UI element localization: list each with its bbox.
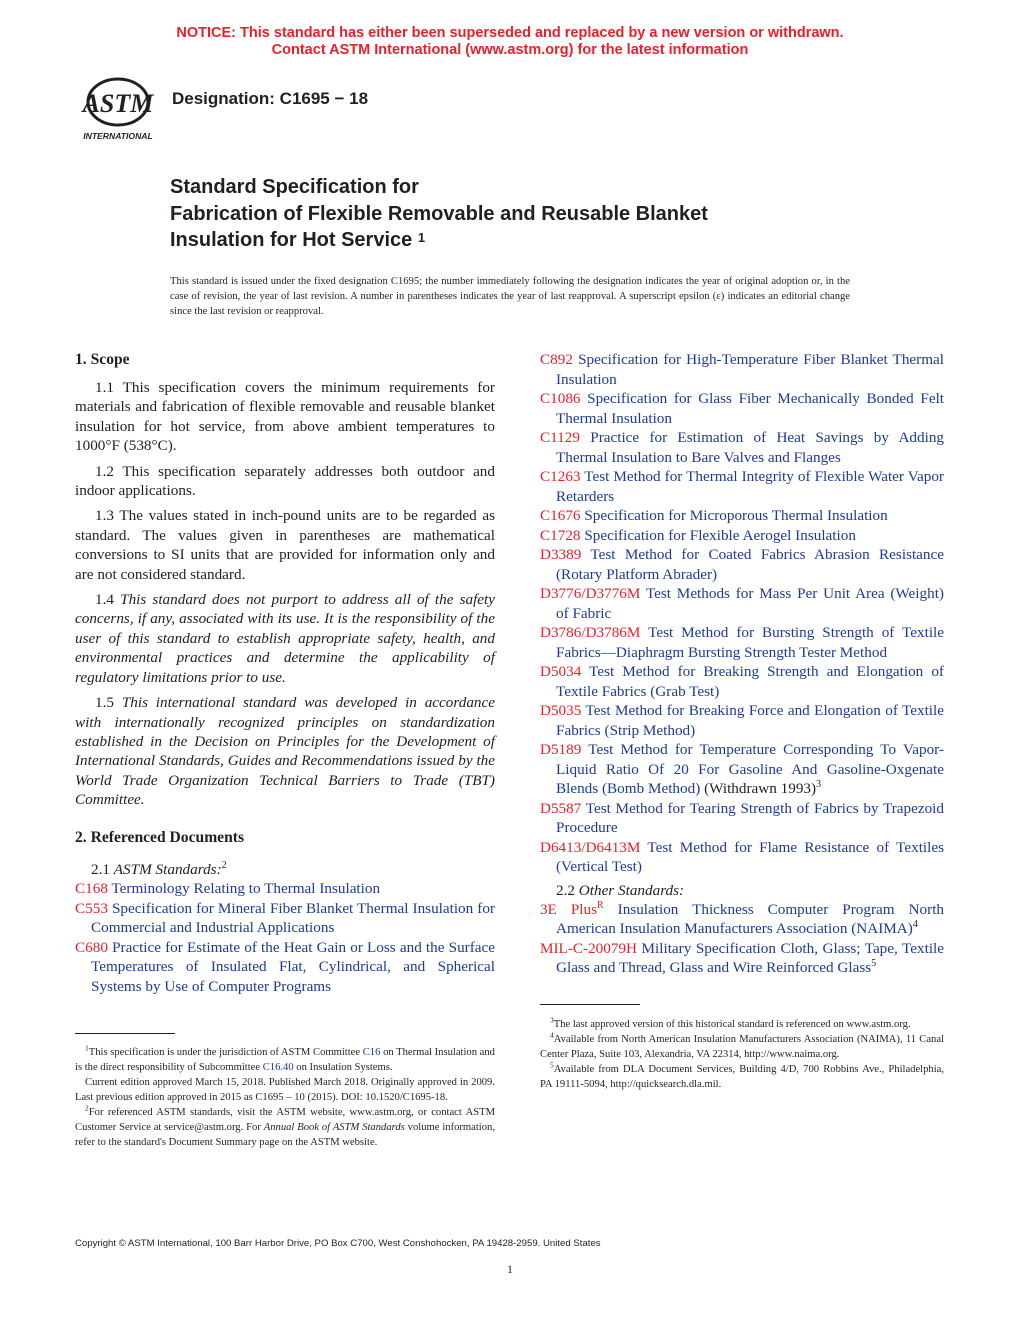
scope-1-1: 1.1 This specification covers the minimum requirements for materials and fabrication of flexible removable and reusable blanket insulation for hot service, from above ambient temperatures to 1000°F (538°C).	[75, 379, 495, 455]
document-title	[170, 174, 708, 254]
footnote-3: $^3$The last approved version of this historical standard is referenced on www.astm.org.	[550, 1015, 911, 1030]
reference-title-link[interactable]: Test Method for Temperature Corresponding To Vapor-Liquid Ratio Of 20 For Gasoline And Gasoline-Oxgenate Blends (Bomb Method)	[556, 741, 944, 797]
scope-1-2: 1.2 This specification separately addresses both outdoor and indoor applications.	[75, 462, 495, 500]
footnote-4: $^4$Available from North American Insulation Manufacturers Association (NAIMA), 11 Canal Center Plaza, Suite 103, Alexandria, VA 22314, http://www.naima.org.	[540, 1030, 944, 1060]
reference-title-link[interactable]: Test Methods for Mass Per Unit Area (Weight) of Fabric	[556, 585, 944, 622]
reference-code-link[interactable]: C1263	[540, 468, 581, 485]
reference-code-link[interactable]: C1129	[540, 429, 580, 446]
title-footnote-marker: 1	[417, 230, 426, 245]
page-number: 1	[507, 1262, 513, 1276]
reference-title-link[interactable]: Test Method for Thermal Integrity of Flexible Water Vapor Retarders	[556, 468, 944, 505]
reference-code-link[interactable]: D5035	[540, 702, 582, 719]
reference-title-link[interactable]: Terminology Relating to Thermal Insulation	[111, 880, 381, 897]
reference-title-link[interactable]: Practice for Estimate of the Heat Gain or Loss and the Surface Temperatures of Insulated Flat, Cylindrical, and Spherical Systems by Use of Computer Programs	[91, 938, 496, 995]
reference-footnote-marker: 3	[816, 778, 822, 790]
reference-title-link[interactable]: Specification for Glass Fiber Mechanically Bonded Felt Thermal Insulation	[556, 390, 945, 427]
reference-code-link[interactable]: D3786/D3786M	[540, 624, 641, 641]
astm-reference-list-continued	[540, 350, 944, 877]
footnote-1-edition: Current edition approved March 15, 2018. Published March 2018. Originally approved in 2009. Last previous edition approved in 2015 as C1695 – 10 (2015). DOI: 10.1520/C1695-18.	[75, 1077, 495, 1103]
reference-code-link[interactable]: D3776/D3776M	[540, 585, 641, 602]
reference-title-link[interactable]: Practice for Estimation of Heat Savings by Adding Thermal Insulation to Bare Valves and Flanges	[556, 429, 945, 466]
reference-code-link[interactable]: C553	[75, 899, 108, 917]
reference-title-link[interactable]: Test Method for Flame Resistance of Textiles (Vertical Test)	[556, 838, 944, 875]
reference-title-link[interactable]: Military Specification Cloth, Glass; Tape, Textile Glass and Thread, Glass and Wire Reinforced Glass	[556, 939, 944, 977]
notice-line-1: NOTICE: This standard has either been superseded and replaced by a new version or withdrawn.	[176, 25, 844, 41]
reference-item	[540, 939, 944, 978]
reference-note: (Withdrawn 1993)	[704, 780, 817, 797]
reference-code-link[interactable]: 3E Plus	[540, 900, 597, 918]
designation: Designation: C1695 − 18	[172, 89, 369, 108]
refdocs-heading: 2. Referenced Documents	[75, 828, 245, 846]
subcommittee-link[interactable]: C16.40	[262, 1062, 294, 1073]
reference-title-link[interactable]: Specification for Microporous Thermal Insulation	[584, 507, 888, 524]
reference-item	[540, 350, 944, 389]
reference-code-superscript: R	[597, 899, 604, 911]
reference-code-link[interactable]: C892	[540, 351, 573, 368]
reference-title-link[interactable]: Specification for High-Temperature Fiber Blanket Thermal Insulation	[556, 351, 945, 388]
reference-code-link[interactable]: C680	[75, 938, 108, 956]
reference-item	[540, 623, 944, 662]
footnote-rule	[75, 1033, 175, 1034]
title-line-1: Standard Specification for	[170, 176, 419, 198]
astm-standards-label: 2.1 ASTM Standards:$^2$	[91, 859, 227, 878]
reference-code-link[interactable]: MIL-C-20079H	[540, 939, 638, 957]
reference-title-link[interactable]: Test Method for Coated Fabrics Abrasion Resistance (Rotary Platform Abrader)	[556, 546, 944, 583]
reference-title-link[interactable]: Specification for Mineral Fiber Blanket Thermal Insulation for Commercial and Industrial Applications	[91, 899, 495, 936]
reference-code-link[interactable]: C1676	[540, 507, 581, 524]
copyright-notice: Copyright © ASTM International, 100 Barr Harbor Drive, PO Box C700, West Conshohocken, PA 19428-2959. United States	[75, 1238, 601, 1249]
reference-code-link[interactable]: D5587	[540, 799, 582, 817]
reference-item	[540, 526, 944, 546]
astm-logo	[76, 76, 160, 144]
reference-code-link[interactable]: D5034	[540, 663, 582, 680]
reference-item	[540, 900, 944, 939]
astm-reference-list	[75, 879, 495, 996]
reference-item	[540, 545, 944, 584]
reference-item	[540, 428, 944, 467]
reference-code-link[interactable]: D5189	[540, 741, 582, 758]
other-standards-label: 2.2 Other Standards:	[556, 881, 685, 899]
left-column	[75, 350, 495, 1150]
reference-title-link[interactable]: Insulation Thickness Computer Program North American Insulation Manufacturers Association (NAIMA)	[556, 900, 945, 938]
reference-item	[540, 799, 944, 838]
footnote-rule-right	[540, 1004, 640, 1005]
reference-code-link[interactable]: D3389	[540, 546, 582, 563]
reference-item	[540, 838, 944, 877]
right-column	[540, 350, 944, 1092]
other-reference-list	[540, 900, 944, 978]
title-line-2: Fabrication of Flexible Removable and Reusable Blanket	[170, 202, 708, 225]
reference-code-link[interactable]: D6413/D6413M	[540, 838, 641, 856]
reference-item	[540, 584, 944, 623]
scope-1-3: 1.3 The values stated in inch-pound units are to be regarded as standard. The values given in parentheses are mathematical conversions to SI units that are provided for information only and are not considered standard.	[75, 507, 495, 583]
footnote-1: $^1$This specification is under the jurisdiction of ASTM Committee C16 on Thermal Insulation and is the direct responsibility of Subcommittee C16.40 on Insulation Systems.	[75, 1043, 495, 1073]
footnote-5: $^5$Available from DLA Document Services, Building 4/D, 700 Robbins Ave., Philadelphia, PA 19111-5094, http://quicksearch.dla.mil.	[540, 1060, 944, 1090]
logo-subtext: INTERNATIONAL	[83, 131, 153, 141]
reference-title-link[interactable]: Test Method for Breaking Force and Elongation of Textile Fabrics (Strip Method)	[556, 702, 944, 739]
reference-item	[75, 899, 495, 938]
reference-code-link[interactable]: C1728	[540, 526, 581, 544]
logo-text: ASTM	[82, 89, 154, 118]
reference-footnote-marker: 5	[871, 958, 877, 970]
notice-line-2: Contact ASTM International (www.astm.org) for the latest information	[271, 42, 749, 58]
committee-link[interactable]: C16	[362, 1047, 381, 1058]
footnote-2: $^2$For referenced ASTM standards, visit the ASTM website, www.astm.org, or contact ASTM Customer Service at service@astm.org. For Annual Book of ASTM Standards volume information, refer to the standard's Document Summary page on the ASTM website.	[75, 1103, 495, 1148]
preamble: This standard is issued under the fixed designation C1695; the number immediately following the designation indicates the year of original adoption or, in the case of revision, the year of last revision. A number in parentheses indicates the year of last reapproval. A superscript epsilon (ε) indicates an editorial change since the last revision or reapproval.	[170, 276, 850, 317]
scope-1-4: 1.4 This standard does not purport to address all of the safety concerns, if any, associated with its use. It is the responsibility of the user of this standard to establish appropriate safety, health, and environmental practices and determine the applicability of regulatory limitations prior to use.	[75, 591, 496, 686]
reference-item	[540, 662, 944, 701]
reference-title-link[interactable]: Test Method for Breaking Strength and Elongation of Textile Fabrics (Grab Test)	[556, 663, 944, 700]
reference-code-link[interactable]: C1086	[540, 390, 581, 407]
reference-item	[75, 938, 495, 997]
reference-title-link[interactable]: Test Method for Tearing Strength of Fabrics by Trapezoid Procedure	[556, 799, 944, 836]
reference-item	[540, 740, 944, 799]
reference-item	[75, 879, 495, 899]
reference-item	[540, 467, 944, 506]
reference-item	[540, 506, 944, 526]
reference-footnote-marker: 4	[912, 919, 918, 931]
scope-1-5: 1.5 This international standard was developed in accordance with internationally recognized principles on standardization established in the Decision on Principles for the Development of International Standards, Guides and Recommendations issued by the World Trade Organization Technical Barriers to Trade (TBT) Committee.	[75, 694, 495, 809]
reference-code-link[interactable]: C168	[75, 880, 108, 897]
title-line-3: Insulation for Hot Service $^1$	[170, 229, 426, 251]
reference-title-link[interactable]: Test Method for Bursting Strength of Textile Fabrics—Diaphragm Bursting Strength Tester Method	[556, 624, 944, 661]
reference-item	[540, 389, 944, 428]
scope-heading: 1. Scope	[75, 351, 130, 368]
reference-title-link[interactable]: Specification for Flexible Aerogel Insulation	[584, 526, 856, 544]
reference-item	[540, 701, 944, 740]
